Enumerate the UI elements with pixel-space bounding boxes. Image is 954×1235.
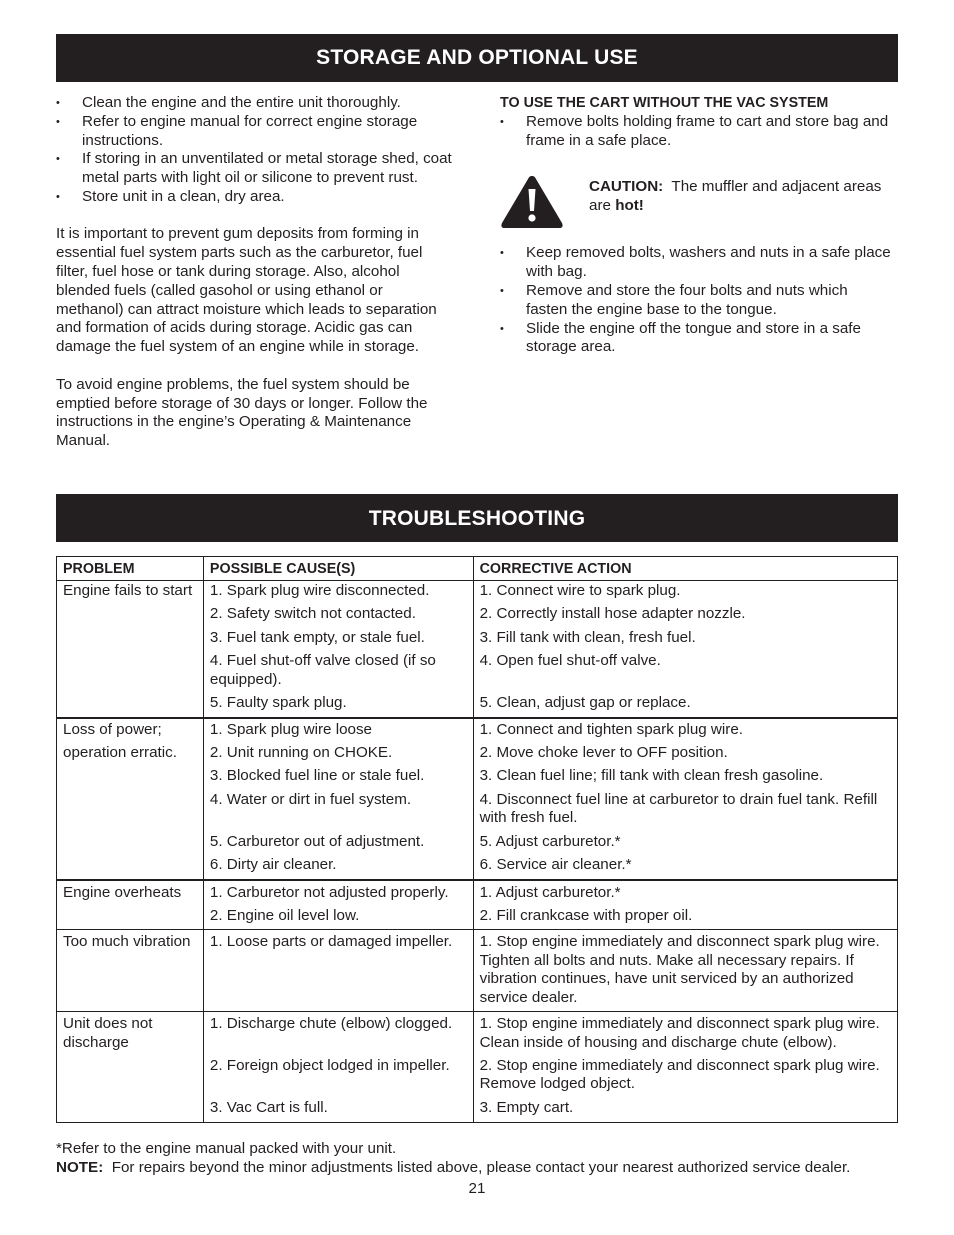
- cause-item: 4. Fuel shut-off valve closed (if so equipped).: [209, 652, 436, 688]
- table-row: [57, 718, 898, 880]
- troubleshooting-section-title: TROUBLESHOOTING: [368, 507, 586, 530]
- note-text: For repairs beyond the minor adjustments listed above, please contact your nearest authorized service dealer.: [111, 1158, 851, 1176]
- caution-notice: [500, 173, 904, 231]
- caution-hot: hot!: [615, 197, 644, 215]
- cart-bullet-list: [500, 113, 900, 151]
- cause-item: 5. Carburetor out of adjustment.: [209, 832, 425, 850]
- action-item: 2. Stop engine immediately and disconnect spark plug wire. Remove lodged object.: [479, 1056, 880, 1093]
- list-item: • Clean the engine and the entire unit thoroughly.: [56, 94, 456, 113]
- cause-item: 2. Engine oil level low.: [209, 907, 360, 925]
- cause-item: 2. Unit running on CHOKE.: [209, 744, 393, 762]
- page-number: 21: [468, 1180, 486, 1197]
- cause-item: 3. Blocked fuel line or stale fuel.: [209, 767, 425, 785]
- action-item: 2. Move choke lever to OFF position.: [479, 744, 728, 762]
- action-item: 1. Adjust carburetor.*: [479, 883, 621, 901]
- action-item: 4. Disconnect fuel line at carburetor to drain fuel tank. Refill with fresh fuel.: [479, 790, 878, 827]
- problem-text: Engine fails to start: [63, 582, 193, 599]
- action-item: 1. Connect and tighten spark plug wire.: [479, 720, 744, 738]
- problem-text: Too much vibration: [63, 933, 191, 951]
- cause-item: 1. Spark plug wire loose: [209, 720, 373, 738]
- storage-bullet-list: [56, 94, 456, 207]
- cart-heading: TO USE THE CART WITHOUT THE VAC SYSTEM: [500, 95, 829, 111]
- cause-item: 2. Safety switch not contacted.: [209, 605, 416, 623]
- caution-text: [589, 178, 899, 216]
- fuel-empty-paragraph: To avoid engine problems, the fuel system should be emptied before storage of 30 days or longer. Follow the instructions in the engine’s Operating & Maintenance Manual.: [56, 375, 428, 450]
- storage-section-title: STORAGE AND OPTIONAL USE: [316, 46, 638, 69]
- table-row: [57, 930, 898, 1012]
- action-item: 5. Clean, adjust gap or replace.: [479, 694, 691, 712]
- cause-item: 1. Loose parts or damaged impeller.: [209, 933, 453, 951]
- action-item: 1. Stop engine immediately and disconnect spark plug wire. Tighten all bolts and nuts. Make all necessary repairs. If vibration continues, have unit serviced by an authorized service dealer.: [479, 933, 880, 1006]
- action-item: 3. Empty cart.: [479, 1098, 574, 1116]
- cause-item: 1. Spark plug wire disconnected.: [209, 582, 430, 599]
- list-item: • Slide the engine off the tongue and store in a safe storage area.: [500, 320, 886, 358]
- action-item: 3. Clean fuel line; fill tank with clean fresh gasoline.: [479, 767, 824, 785]
- note-label: NOTE:: [56, 1158, 104, 1176]
- cause-item: 3. Vac Cart is full.: [209, 1099, 328, 1117]
- action-item: 6. Service air cleaner.*: [479, 856, 632, 874]
- storage-right-column: [500, 94, 904, 357]
- cause-item: 1. Discharge chute (elbow) clogged.: [209, 1015, 453, 1033]
- list-item: • Remove bolts holding frame to cart and store bag and frame in a safe place.: [500, 113, 900, 151]
- list-item: • Refer to engine manual for correct engine storage instructions.: [56, 113, 456, 151]
- cause-item: 5. Faulty spark plug.: [209, 694, 347, 712]
- problem-text: Unit does not discharge: [63, 1015, 153, 1051]
- cause-item: 3. Fuel tank empty, or stale fuel.: [209, 628, 425, 646]
- list-item: • Remove and store the four bolts and nuts which fasten the engine base to the tongue.: [500, 282, 866, 320]
- list-item: • Store unit in a clean, dry area.: [56, 188, 456, 207]
- action-item: 1. Stop engine immediately and disconnect spark plug wire. Clean inside of housing and discharge chute (elbow).: [479, 1015, 880, 1051]
- footnote: [56, 1140, 916, 1177]
- header-problem: PROBLEM: [57, 557, 204, 581]
- header-causes: POSSIBLE CAUSE(S): [203, 557, 473, 581]
- action-item: 1. Connect wire to spark plug.: [479, 582, 681, 599]
- troubleshooting-table: [56, 556, 898, 1123]
- problem-text: operation erratic.: [63, 744, 177, 762]
- table-header-row: [57, 557, 898, 581]
- action-item: 2. Correctly install hose adapter nozzle.: [479, 605, 746, 623]
- problem-text: Engine overheats: [63, 883, 182, 901]
- storage-left-column: [56, 94, 456, 451]
- cart-bullet-list-2: [500, 244, 904, 357]
- troubleshooting-section-header: [56, 494, 898, 542]
- caution-message: The muffler and adjacent areas are: [589, 178, 882, 215]
- storage-section-header: [56, 34, 898, 82]
- action-item: 4. Open fuel shut-off valve.: [479, 652, 661, 670]
- table-row: [57, 581, 898, 718]
- action-item: 3. Fill tank with clean, fresh fuel.: [479, 628, 696, 646]
- header-actions: CORRECTIVE ACTION: [473, 557, 897, 581]
- cause-item: 1. Carburetor not adjusted properly.: [209, 883, 449, 901]
- problem-text: Loss of power;: [63, 720, 162, 738]
- action-item: 5. Adjust carburetor.*: [479, 832, 621, 850]
- list-item: • Keep removed bolts, washers and nuts in a safe place with bag.: [500, 244, 904, 282]
- action-item: 2. Fill crankcase with proper oil.: [479, 907, 693, 925]
- warning-triangle-icon: [500, 173, 564, 231]
- table-row: [57, 1012, 898, 1122]
- list-item: • If storing in an unventilated or metal storage shed, coat metal parts with light oil or silicone to prevent rust.: [56, 150, 456, 188]
- footnote-text: *Refer to the engine manual packed with your unit.: [56, 1140, 397, 1157]
- caution-label: CAUTION:: [589, 178, 664, 196]
- note-line: [56, 1159, 916, 1178]
- fuel-deposit-paragraph: It is important to prevent gum deposits from forming in essential fuel system parts such as the carburetor, fuel filter, fuel hose or tank during storage. Also, alcohol blended fuels (called gasohol or using ethanol or methanol) can attract moisture which leads to separation and formation of acids during storage. Acidic gas can damage the fuel system of an engine while in storage.: [56, 225, 437, 356]
- table-row: [57, 880, 898, 930]
- cause-item: 2. Foreign object lodged in impeller.: [209, 1057, 450, 1075]
- cause-item: 6. Dirty air cleaner.: [209, 856, 337, 874]
- cause-item: 4. Water or dirt in fuel system.: [209, 790, 412, 808]
